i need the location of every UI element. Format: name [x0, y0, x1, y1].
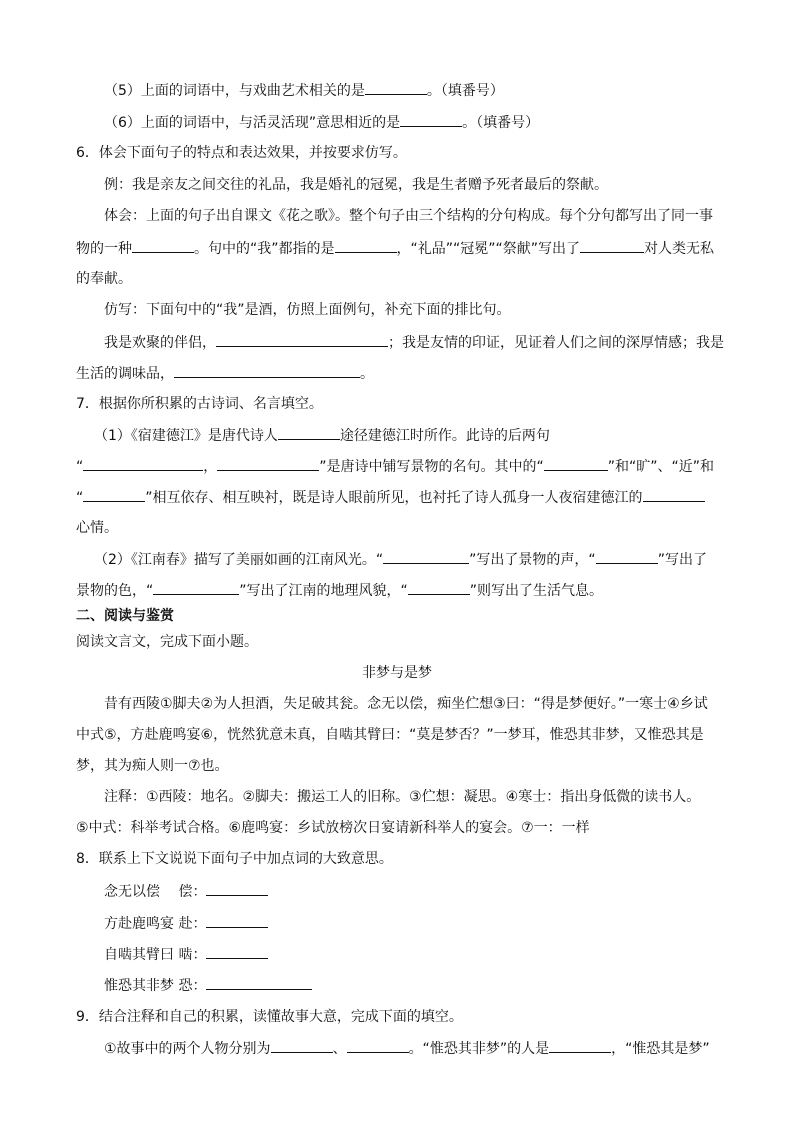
q9-line-1 — [104, 1038, 710, 1059]
question-text: ，“礼品”“冠冕”“祭献”写出了 — [396, 241, 581, 257]
answer-blank[interactable] — [365, 80, 427, 95]
example-sentence: 例：我是亲友之间交往的礼品，我是婚礼的冠冕，我是生者赠予死者最后的祭献。 — [104, 177, 608, 193]
answer-blank[interactable] — [549, 1038, 611, 1053]
question-text: （5）上面的词语中，与戏曲艺术相关的是 — [104, 83, 365, 99]
analysis-line-3: 的奉献。 — [76, 271, 132, 287]
answer-blank[interactable] — [132, 238, 194, 253]
question-text: （6）上面的词语中，与活灵活现”意思相近的是 — [104, 115, 401, 131]
question-text: ；我是友情的印证，见证着人们之间的深厚情感；我是 — [388, 335, 724, 351]
answer-blank[interactable] — [216, 332, 388, 347]
answer-blank[interactable] — [174, 363, 360, 378]
answer-blank[interactable] — [206, 913, 268, 928]
answer-blank[interactable] — [643, 487, 705, 502]
notes-line-1: 注释：①西陵：地名。②脚夫：搬运工人的旧称。③伫想：凝思。④寒士：指出身低微的读书人。 — [104, 789, 701, 805]
question-text: ”和“旷”、“近”和 — [607, 459, 715, 475]
section-2-intro: 阅读文言文，完成下面小题。 — [76, 634, 258, 650]
question-text: 。（填番号） — [462, 115, 540, 131]
answer-blank[interactable] — [347, 1038, 409, 1053]
section-2-heading: 二、阅读与鉴赏 — [76, 608, 174, 624]
question-6-sub-line — [104, 112, 539, 133]
question-text: ①故事中的两个人物分别为 — [104, 1041, 271, 1057]
answer-blank[interactable] — [83, 487, 145, 502]
answer-blank[interactable] — [153, 580, 239, 595]
question-text: 、 — [332, 1041, 347, 1057]
answer-blank[interactable] — [206, 881, 268, 896]
imitate-prompt: 仿写：下面句中的“我”是酒，仿照上面例句，补充下面的排比句。 — [104, 302, 511, 318]
poem-line-6 — [76, 580, 603, 601]
passage-line-2: 中式⑤，方赴鹿鸣宴⑥，恍然犹意未真，自啮其臂曰：“莫是梦否？”一梦耳，惟恐其非梦，又惟恐其是 — [76, 727, 704, 743]
analysis-line-2 — [76, 238, 714, 259]
poem-line-1 — [94, 425, 550, 446]
analysis-line-1: 体会：上面的句子出自课文《花之歌》。整个句子由三个结构的分句构成。每个分句都写出了同一事 — [104, 208, 713, 224]
q8-item — [104, 881, 268, 902]
imitate-line-2 — [76, 363, 374, 384]
question-text: 景物的色，“ — [76, 583, 154, 599]
answer-blank[interactable] — [335, 238, 397, 253]
question-8-heading: 8．联系上下文说说下面句子中加点词的大致意思。 — [76, 851, 393, 867]
passage-title: 非梦与是梦 — [362, 665, 432, 681]
notes-line-2: ⑤中式：科举考试合格。⑥鹿鸣宴：乡试放榜次日宴请新科举人的宴会。⑦一：一样 — [76, 820, 590, 836]
question-text: 物的一种 — [76, 241, 132, 257]
answer-blank[interactable] — [580, 238, 644, 253]
question-text: “ — [76, 490, 84, 506]
question-text: 方赴鹿鸣宴 赴： — [104, 916, 207, 932]
answer-blank[interactable] — [206, 975, 312, 990]
question-text: ”写出了景物的声，“ — [469, 552, 596, 568]
question-text: 生活的调味品， — [76, 366, 174, 382]
question-text: （1）《宿建德江》是唐代诗人 — [94, 428, 278, 444]
question-text: ”是唐诗中铺写景物的名句。其中的“ — [319, 459, 544, 475]
question-text: ”则写出了生活气息。 — [469, 583, 604, 599]
question-text: 。“惟恐其非梦”的人是 — [408, 1041, 550, 1057]
question-7-heading: 7．根据你所积累的古诗词、名言填空。 — [76, 396, 323, 412]
passage-line-1: 昔有西陵①脚夫②为人担酒，失足破其瓮。念无以偿，痴坐伫想③曰：“得是梦便好。”一寒士④乡试 — [104, 696, 708, 712]
question-text: 。句中的“我”都指的是 — [194, 241, 335, 257]
q8-item — [104, 944, 268, 965]
question-5-line — [104, 80, 504, 101]
question-text: ”相互依存、相互映衬，既是诗人眼前所见，也衬托了诗人孤身一人夜宿建德江的 — [145, 490, 643, 506]
question-text: 我是欢聚的伴侣， — [104, 335, 216, 351]
question-text: 惟恐其非梦 恐： — [104, 978, 207, 994]
poem-line-5 — [94, 549, 707, 570]
poem-line-3 — [76, 487, 705, 508]
answer-blank[interactable] — [83, 456, 203, 471]
answer-blank[interactable] — [217, 456, 319, 471]
answer-blank[interactable] — [400, 112, 462, 127]
question-text: 。 — [360, 366, 374, 382]
q8-item — [104, 975, 312, 996]
q8-item — [104, 913, 268, 934]
answer-blank[interactable] — [383, 549, 469, 564]
passage-line-3: 梦，其为痴人则一⑦也。 — [76, 758, 229, 774]
question-9-heading: 9．结合注释和自己的积累，读懂故事大意，完成下面的填空。 — [76, 1009, 463, 1025]
imitate-line-1 — [104, 332, 724, 353]
answer-blank[interactable] — [596, 549, 658, 564]
poem-line-2 — [76, 456, 714, 477]
question-text: “ — [76, 459, 84, 475]
question-text: 对人类无私 — [644, 241, 715, 257]
question-text: 途径建德江时所作。此诗的后两句 — [339, 428, 550, 444]
question-text: 。（填番号） — [426, 83, 504, 99]
answer-blank[interactable] — [271, 1038, 333, 1053]
poem-line-4: 心情。 — [76, 520, 118, 536]
question-text: ”写出了江南的地理风貌，“ — [239, 583, 408, 599]
answer-blank[interactable] — [206, 944, 268, 959]
question-text: （2）《江南春》描写了美丽如画的江南风光。“ — [94, 552, 384, 568]
question-text: ， — [203, 459, 218, 475]
question-text: ，“惟恐其是梦” — [611, 1041, 710, 1057]
question-text: ”写出了 — [657, 552, 707, 568]
question-text: 念无以偿 偿： — [104, 884, 207, 900]
question-text: 自啮其臂曰 啮： — [104, 947, 207, 963]
answer-blank[interactable] — [408, 580, 470, 595]
answer-blank[interactable] — [544, 456, 608, 471]
answer-blank[interactable] — [278, 425, 340, 440]
question-6-heading: 6．体会下面句子的特点和表达效果，并按要求仿写。 — [76, 145, 407, 161]
